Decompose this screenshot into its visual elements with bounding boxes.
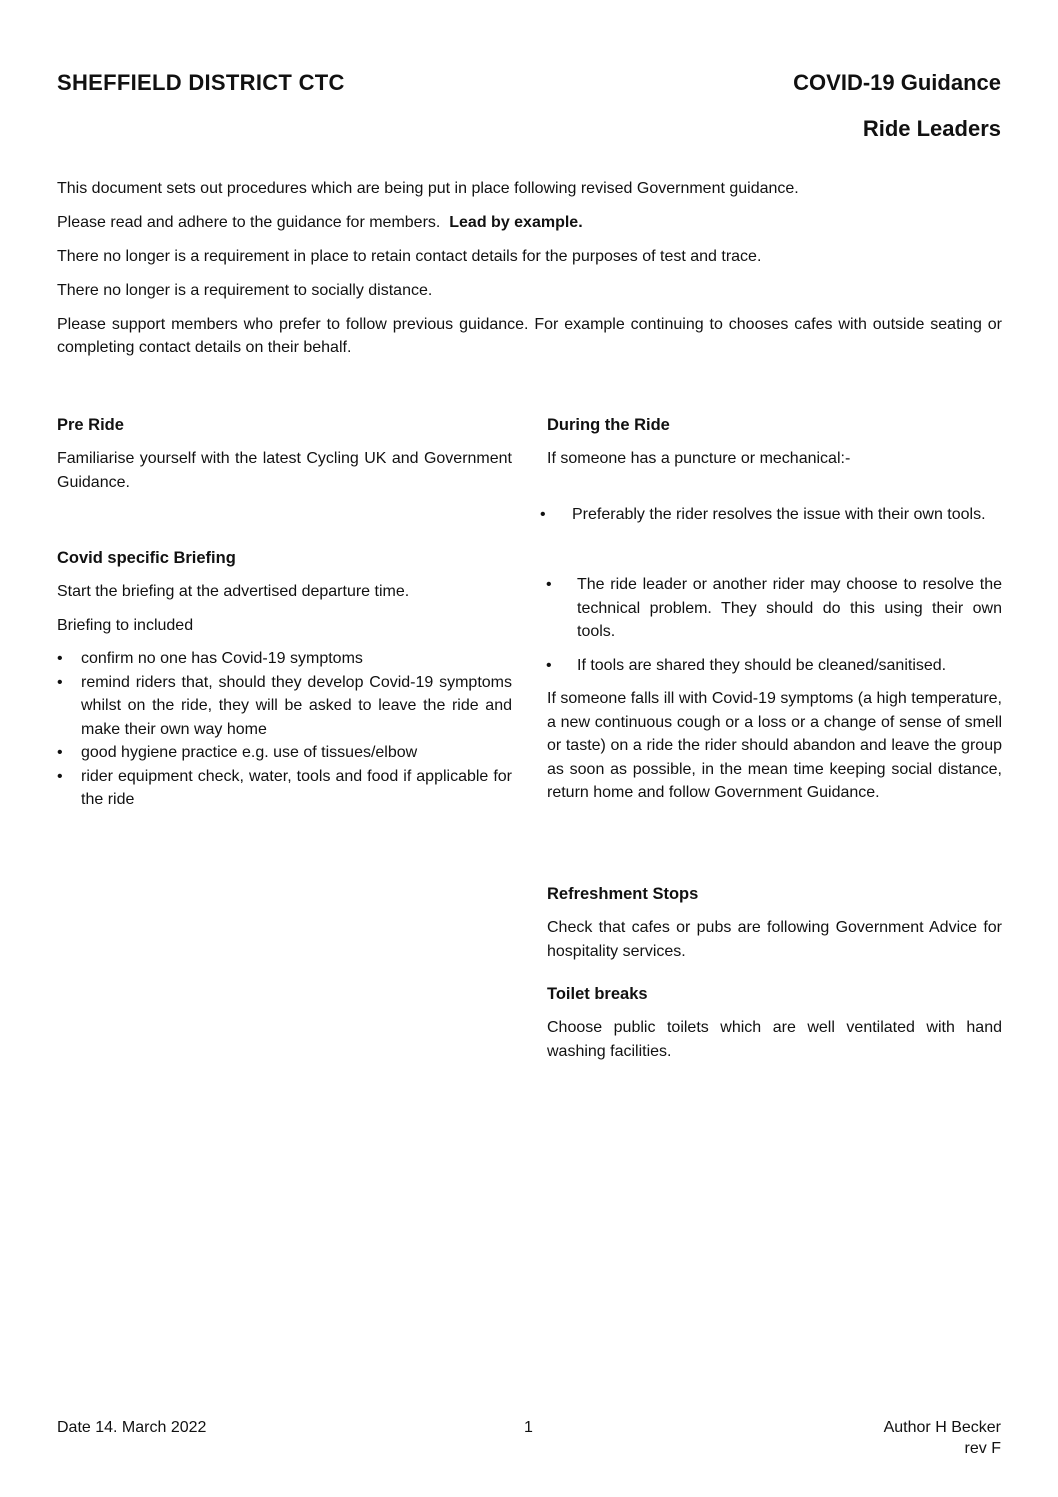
organisation-name: SHEFFIELD DISTRICT CTC [57,70,345,95]
lead-by-example-text: Lead by example. [449,214,583,231]
intro-paragraph-5: Please support members who prefer to follow previous guidance. For example continuing to chooses cafes with outside seating or completing contact details on their behalf. [57,316,1002,356]
list-item: • If tools are shared they should be cleaned/sanitised. [546,654,1002,678]
list-item: • Preferably the rider resolves the issue with their own tools. [540,503,1002,527]
toilet-text: Choose public toilets which are well ventilated with hand washing facilities. [547,1019,1002,1060]
refreshment-text: Check that cafes or pubs are following Government Advice for hospitality services. [547,919,1002,960]
list-item: • confirm no one has Covid-19 symptoms [57,647,512,671]
list-item: • remind riders that, should they develop Covid-19 symptoms whilst on the ride, they will be asked to leave the ride and make their own way home [57,671,512,742]
list-item: • rider equipment check, water, tools and food if applicable for the ride [57,765,512,812]
illness-paragraph: If someone falls ill with Covid-19 symptoms (a high temperature, a new continuous cough or a loss or a change of sense of smell or taste) on a ride the rider should abandon and leave the group as soon as possible, in the mean time keeping social distance, return home and follow Government Guidance. [547,690,1002,801]
footer-revision: rev F [964,1440,1001,1457]
list-item: • good hygiene practice e.g. use of tissues/elbow [57,741,512,765]
briefing-heading: Covid specific Briefing [57,549,236,567]
briefing-paragraph-2: Briefing to included [57,617,194,634]
intro-paragraph-4: There no longer is a requirement to socially distance. [57,282,433,299]
briefing-list [57,647,512,812]
footer-author: Author H Becker [883,1419,1001,1436]
during-ride-heading: During the Ride [547,416,670,434]
pre-ride-text: Familiarise yourself with the latest Cycling UK and Government Guidance. [57,450,512,491]
intro-paragraph-2 [57,211,1002,234]
page-number: 1 [524,1419,533,1436]
list-item-text: Preferably the rider resolves the issue with their own tools. [572,506,986,523]
during-ride-intro: If someone has a puncture or mechanical:- [547,450,851,467]
document-title: COVID-19 Guidance [793,70,1001,95]
toilet-heading: Toilet breaks [547,985,648,1003]
document-subtitle: Ride Leaders [862,116,1001,141]
intro-paragraph-2-text: Please read and adhere to the guidance for members. [57,214,441,231]
list-item-text: The ride leader or another rider may choose to resolve the technical problem. They should do this using their own tools. [577,576,1002,640]
list-item-text: If tools are shared they should be cleaned/sanitised. [577,657,947,674]
intro-paragraph-3: There no longer is a requirement in place to retain contact details for the purposes of test and trace. [57,248,762,265]
footer-date: Date 14. March 2022 [57,1419,207,1436]
pre-ride-heading: Pre Ride [57,416,124,434]
briefing-paragraph-1: Start the briefing at the advertised departure time. [57,583,410,600]
list-item: • The ride leader or another rider may choose to resolve the technical problem. They should do this using their own tools. [546,573,1002,644]
refreshment-heading: Refreshment Stops [547,885,699,903]
intro-paragraph-1: This document sets out procedures which are being put in place following revised Government guidance. [57,180,799,197]
